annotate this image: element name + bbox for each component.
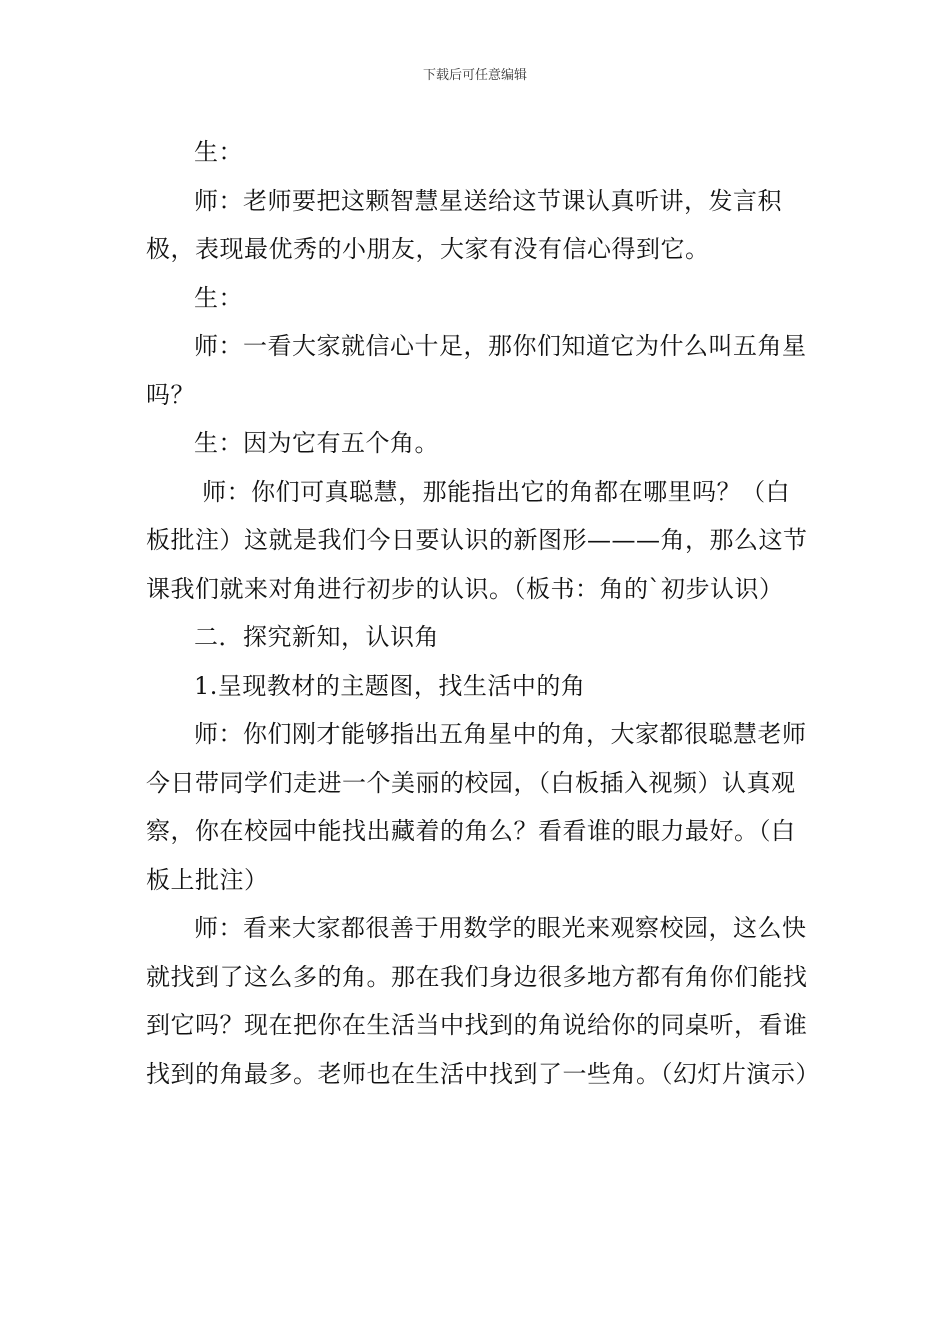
- section-heading-explore: 二．探究新知，认识角: [194, 623, 439, 651]
- paragraph-teacher-new-shape: 师：你们可真聪慧，那能指出它的角都在哪里吗？（白板批注）这就是我们今日要认识的新图形———角，那么这节课我们就来对角进行初步的认识。（板书：角的`初步认识）: [146, 477, 808, 603]
- paragraph-teacher-find-angles: 师：看来大家都很善于用数学的眼光来观察校园，这么快就找到了这么多的角。那在我们身边很多地方都有角你们能找到它吗？现在把你在生活当中找到的角说给你的同桌听，看谁找到的角最多。老师也在生活中找到了一些角。（幻灯片演示）: [146, 914, 820, 1088]
- paragraph-teacher-star-gift: 师：老师要把这颗智慧星送给这节课认真听讲，发言积极，表现最优秀的小朋友，大家有没有信心得到它。: [146, 186, 782, 263]
- document-body: [146, 128, 820, 1098]
- page-header: 下载后可任意编辑: [422, 68, 527, 83]
- paragraph-teacher-campus: 师：你们刚才能够指出五角星中的角，大家都很聪慧老师今日带同学们走进一个美丽的校园，（白板插入视频）认真观察，你在校园中能找出藏着的角么？看看谁的眼力最好。（白板上批注）: [146, 720, 807, 894]
- subsection-heading-theme-picture: 1.呈现教材的主题图，找生活中的角: [194, 671, 586, 700]
- paragraph-student-2: 生：: [194, 283, 243, 312]
- paragraph-student-five-angles: 生：因为它有五个角。: [194, 429, 439, 457]
- paragraph-student-1: 生：: [194, 138, 243, 166]
- paragraph-teacher-five-point-star: 师：一看大家就信心十足，那你们知道它为什么叫五角星吗？: [146, 332, 807, 409]
